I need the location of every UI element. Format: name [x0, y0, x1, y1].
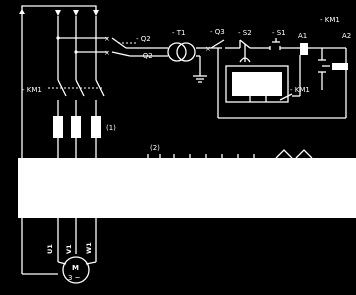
km1-coil — [298, 16, 351, 118]
q2-breaker — [58, 35, 168, 60]
q3-label: - Q3 — [210, 28, 225, 36]
v1-label: V1 — [65, 244, 73, 254]
q3-breaker — [205, 28, 240, 53]
u1-label: U1 — [46, 244, 54, 254]
motor-phase-label: 3 ~ — [68, 274, 81, 282]
a1-label: A1 — [298, 32, 308, 40]
km1-coil-label: - KM1 — [320, 16, 340, 24]
w1-label: W1 — [85, 242, 93, 254]
motor-wiring — [22, 218, 96, 274]
km1-aux-label: - KM1 — [290, 86, 310, 94]
a2-label: A2 — [342, 32, 352, 40]
km1-contactor — [22, 66, 104, 112]
svg-text:×: × — [205, 45, 211, 53]
motor-m-label: M — [72, 264, 79, 272]
motor — [63, 257, 89, 283]
q2-top-label: - Q2 — [136, 35, 151, 43]
fuse-note: (1) — [106, 124, 116, 132]
drive-terminals — [148, 144, 312, 158]
s1-start-button — [262, 29, 300, 50]
t1-label: - T1 — [172, 29, 186, 37]
t1-transformer — [168, 29, 222, 82]
svg-text:×: × — [104, 49, 110, 57]
km1-left-label: - KM1 — [22, 86, 42, 94]
fault-relay-block — [218, 48, 346, 118]
line-fuses — [53, 112, 116, 158]
drive-unit — [18, 158, 356, 218]
s2-label: - S2 — [238, 29, 252, 37]
s2-emergency-stop — [238, 29, 262, 62]
drive-note: (2) — [150, 144, 160, 152]
q2-mid-label: - Q2 — [138, 52, 153, 60]
svg-text:×: × — [104, 35, 110, 43]
s1-label: - S1 — [272, 29, 286, 37]
